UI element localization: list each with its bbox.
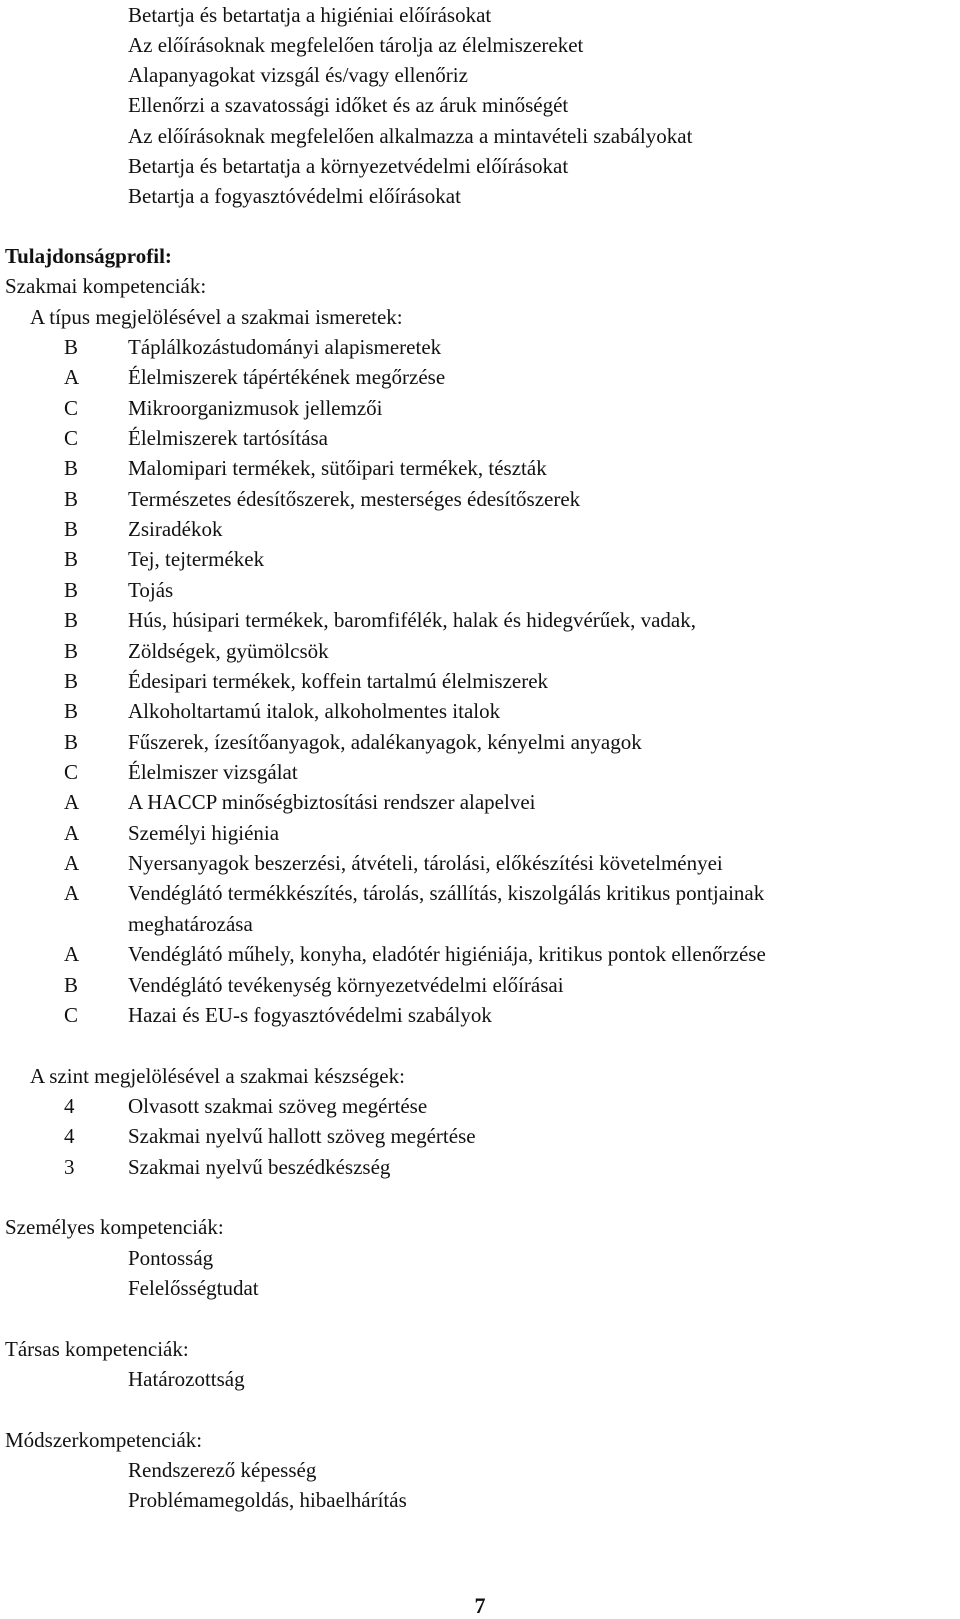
knowledge-item: Természetes édesítőszerek, mesterséges édesítőszerek [128, 487, 581, 511]
knowledge-item: Táplálkozástudományi alapismeretek [128, 335, 442, 359]
knowledge-item: Nyersanyagok beszerzési, átvételi, tárolási, előkészítési követelményei [128, 851, 723, 875]
knowledge-code: A [64, 821, 80, 845]
knowledge-item: Hazai és EU-s fogyasztóvédelmi szabályok [128, 1003, 492, 1027]
method-competencies-heading: Módszerkompetenciák: [5, 1428, 203, 1452]
knowledge-code: A [64, 365, 80, 389]
knowledge-item: Tej, tejtermékek [128, 547, 265, 571]
skills-heading: A szint megjelölésével a szakmai készségek: [30, 1064, 405, 1088]
knowledge-item: Vendéglátó műhely, konyha, eladótér higiéniája, kritikus pontok ellenőrzése [128, 942, 766, 966]
knowledge-code: A [64, 790, 80, 814]
knowledge-code: B [64, 608, 79, 632]
knowledge-item: Hús, húsipari termékek, baromfifélék, halak és hidegvérűek, vadak, [128, 608, 696, 632]
knowledge-code: B [64, 517, 79, 541]
duty-item: Alapanyagokat vizsgál és/vagy ellenőriz [128, 63, 468, 87]
knowledge-code: B [64, 669, 79, 693]
knowledge-code: C [64, 1003, 79, 1027]
knowledge-item: Élelmiszerek tápértékének megőrzése [128, 365, 446, 389]
knowledge-code: C [64, 760, 79, 784]
duty-item: Az előírásoknak megfelelően alkalmazza a mintavételi szabályokat [128, 124, 693, 148]
knowledge-item: Személyi higiénia [128, 821, 280, 845]
knowledge-code: B [64, 487, 79, 511]
knowledge-code: C [64, 396, 79, 420]
knowledge-item: Malomipari termékek, sütőipari termékek, tészták [128, 456, 547, 480]
duty-item: Betartja és betartatja a környezetvédelmi előírásokat [128, 154, 569, 178]
knowledge-code: B [64, 639, 79, 663]
personal-item: Felelősségtudat [128, 1276, 259, 1300]
knowledge-code: C [64, 426, 79, 450]
profile-heading: Tulajdonságprofil: [5, 244, 172, 268]
knowledge-code: B [64, 456, 79, 480]
skill-level: 4 [64, 1094, 75, 1118]
page-number: 7 [474, 1593, 486, 1618]
knowledge-code: A [64, 942, 80, 966]
knowledge-code: A [64, 881, 80, 905]
skill-item: Szakmai nyelvű hallott szöveg megértése [128, 1124, 476, 1148]
knowledge-item-continuation: meghatározása [128, 912, 253, 936]
skill-item: Olvasott szakmai szöveg megértése [128, 1094, 428, 1118]
knowledge-item: Vendéglátó tevékenység környezetvédelmi előírásai [128, 973, 564, 997]
knowledge-item: Tojás [128, 578, 174, 602]
knowledge-code: B [64, 335, 79, 359]
duty-item: Az előírásoknak megfelelően tárolja az élelmiszereket [128, 33, 584, 57]
personal-competencies-heading: Személyes kompetenciák: [5, 1215, 224, 1239]
social-item: Határozottság [128, 1367, 245, 1391]
duty-item: Ellenőrzi a szavatossági időket és az áruk minőségét [128, 93, 569, 117]
knowledge-item: Élelmiszerek tartósítása [128, 426, 329, 450]
method-item: Problémamegoldás, hibaelhárítás [128, 1488, 407, 1512]
knowledge-heading: A típus megjelölésével a szakmai ismeretek: [30, 305, 403, 329]
professional-competencies-heading: Szakmai kompetenciák: [5, 274, 207, 298]
knowledge-item: Vendéglátó termékkészítés, tárolás, szállítás, kiszolgálás kritikus pontjainak [128, 881, 765, 905]
social-competencies-heading: Társas kompetenciák: [5, 1337, 189, 1361]
skill-level: 3 [64, 1155, 75, 1179]
skill-item: Szakmai nyelvű beszédkészség [128, 1155, 391, 1179]
knowledge-code: B [64, 699, 79, 723]
knowledge-code: B [64, 578, 79, 602]
method-item: Rendszerező képesség [128, 1458, 317, 1482]
knowledge-item: Fűszerek, ízesítőanyagok, adalékanyagok, kényelmi anyagok [128, 730, 642, 754]
knowledge-item: Zöldségek, gyümölcsök [128, 639, 329, 663]
knowledge-code: A [64, 851, 80, 875]
knowledge-code: B [64, 730, 79, 754]
duty-item: Betartja a fogyasztóvédelmi előírásokat [128, 184, 461, 208]
knowledge-item: Mikroorganizmusok jellemzői [128, 396, 383, 420]
duty-item: Betartja és betartatja a higiéniai előírásokat [128, 3, 492, 27]
knowledge-code: B [64, 547, 79, 571]
knowledge-item: Alkoholtartamú italok, alkoholmentes italok [128, 699, 501, 723]
knowledge-item: A HACCP minőségbiztosítási rendszer alapelvei [128, 790, 536, 814]
skill-level: 4 [64, 1124, 75, 1148]
knowledge-item: Zsiradékok [128, 517, 223, 541]
personal-item: Pontosság [128, 1246, 214, 1270]
knowledge-item: Édesipari termékek, koffein tartalmú élelmiszerek [128, 669, 549, 693]
knowledge-code: B [64, 973, 79, 997]
knowledge-item: Élelmiszer vizsgálat [128, 760, 298, 784]
